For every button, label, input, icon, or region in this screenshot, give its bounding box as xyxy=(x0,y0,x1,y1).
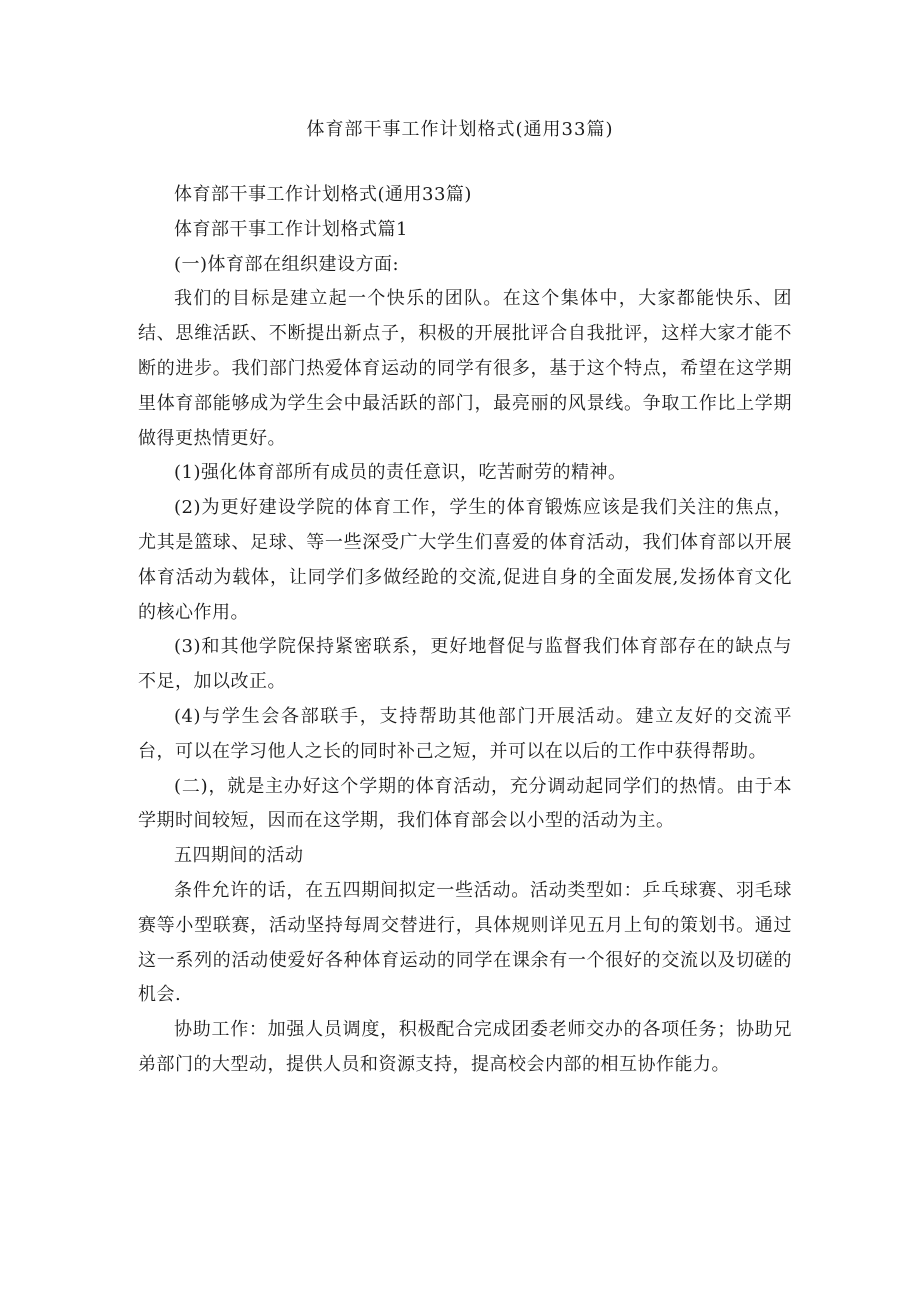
paragraph-part-2: (二)，就是主办好这个学期的体育活动，充分调动起同学们的热情。由于本学期时间较短，因而在这学期，我们体育部会以小型的活动为主。 xyxy=(138,775,792,832)
paragraph-goal: 我们的目标是建立起一个快乐的团队。在这个集体中，大家都能快乐、团结、思维活跃、不断提出新点子，积极的开展批评合自我批评，这样大家才能不断的进步。我们部门热爱体育运动的同学有很多，基于这个特点，希望在这学期里体育部能够成为学生会中最活跃的部门，最亮丽的风景线。争取工作比上学期做得更热情更好。 xyxy=(138,288,792,449)
paragraph-subtitle: 体育部干事工作计划格式(通用33篇) xyxy=(174,184,472,205)
paragraph-org-heading: (一)体育部在组织建设方面: xyxy=(174,253,400,275)
document-body xyxy=(138,178,792,1083)
paragraph-may4-heading: 五四期间的活动 xyxy=(174,845,304,867)
paragraph-item-2: (2)为更好建设学院的体育工作，学生的体育锻炼应该是我们关注的焦点，尤其是篮球、足球、等一些深受广大学生们喜爱的体育活动，我们体育部以开展体育活动为载体，让同学们多做经跄的交流,促进自身的全面发展,发扬体育文化的核心作用。 xyxy=(138,497,792,623)
paragraph-item-3: (3)和其他学院保持紧密联系，更好地督促与监督我们体育部存在的缺点与不足，加以改正。 xyxy=(138,636,792,693)
document-title: 体育部干事工作计划格式(通用33篇) xyxy=(306,119,614,140)
paragraph-may4-activities: 条件允许的话，在五四期间拟定一些活动。活动类型如：乒乓球赛、羽毛球赛等小型联赛，活动坚持每周交替进行，具体规则详见五月上旬的策划书。通过这一系列的活动使爱好各种体育运动的同学在课余有一个很好的交流以及切磋的机会. xyxy=(138,879,792,1006)
paragraph-section-heading: 体育部干事工作计划格式篇1 xyxy=(174,218,408,240)
paragraph-item-1: (1)强化体育部所有成员的责任意识，吃苦耐劳的精神。 xyxy=(174,462,627,484)
paragraph-item-4: (4)与学生会各部联手，支持帮助其他部门开展活动。建立友好的交流平台，可以在学习他人之长的同时补己之短，并可以在以后的工作中获得帮助。 xyxy=(138,705,792,762)
paragraph-assist-work: 协助工作：加强人员调度，积极配合完成团委老师交办的各项任务；协助兄弟部门的大型动，提供人员和资源支持，提高校会内部的相互协作能力。 xyxy=(138,1019,792,1075)
